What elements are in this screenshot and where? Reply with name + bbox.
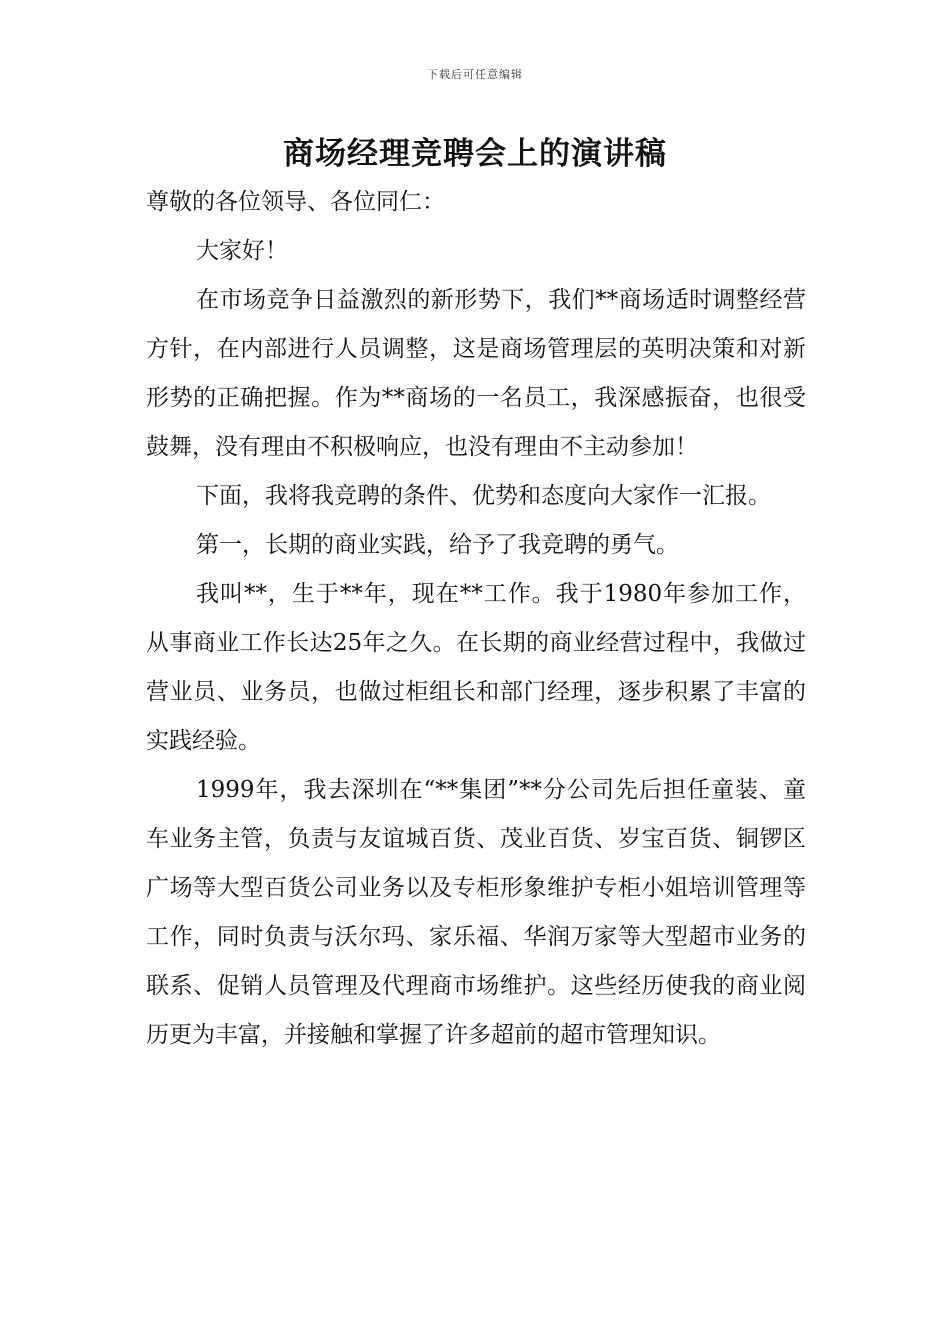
paragraph-intro: 在市场竞争日益激烈的新形势下，我们**商场适时调整经营方针，在内部进行人员调整，这是商场管理层的英明决策和对新形势的正确把握。作为**商场的一名员工，我深感振奋，也很受鼓舞，没有理由不积极响应，也没有理由不主动参加！ xyxy=(146,287,806,460)
salutation: 尊敬的各位领导、各位同仁： xyxy=(146,189,445,215)
document-title: 商场经理竞聘会上的演讲稿 xyxy=(283,136,667,172)
header-note: 下载后可任意编辑 xyxy=(427,68,523,81)
paragraph-first-point: 第一，长期的商业实践，给予了我竞聘的勇气。 xyxy=(196,532,679,558)
paragraph-shenzhen: 1999年，我去深圳在“**集团”**分公司先后担任童装、童车业务主管，负责与友谊城百货、茂业百货、岁宝百货、铜锣区广场等大型百货公司业务以及专柜形象维护专柜小姐培训管理等工作，同时负责与沃尔玛、家乐福、华润万家等大型超市业务的联系、促销人员管理及代理商市场维护。这些经历使我的商业阅历更为丰富，并接触和掌握了许多超前的超市管理知识。 xyxy=(146,777,806,1048)
paragraph-background: 我叫**，生于**年，现在**工作。我于1980年参加工作，从事商业工作长达25年之久。在长期的商业经营过程中，我做过营业员、业务员，也做过柜组长和部门经理，逐步积累了丰富的实践经验。 xyxy=(146,581,806,754)
document-body xyxy=(146,178,806,1060)
paragraph-report: 下面，我将我竞聘的条件、优势和态度向大家作一汇报。 xyxy=(196,483,771,509)
paragraph-greeting: 大家好！ xyxy=(196,238,288,264)
